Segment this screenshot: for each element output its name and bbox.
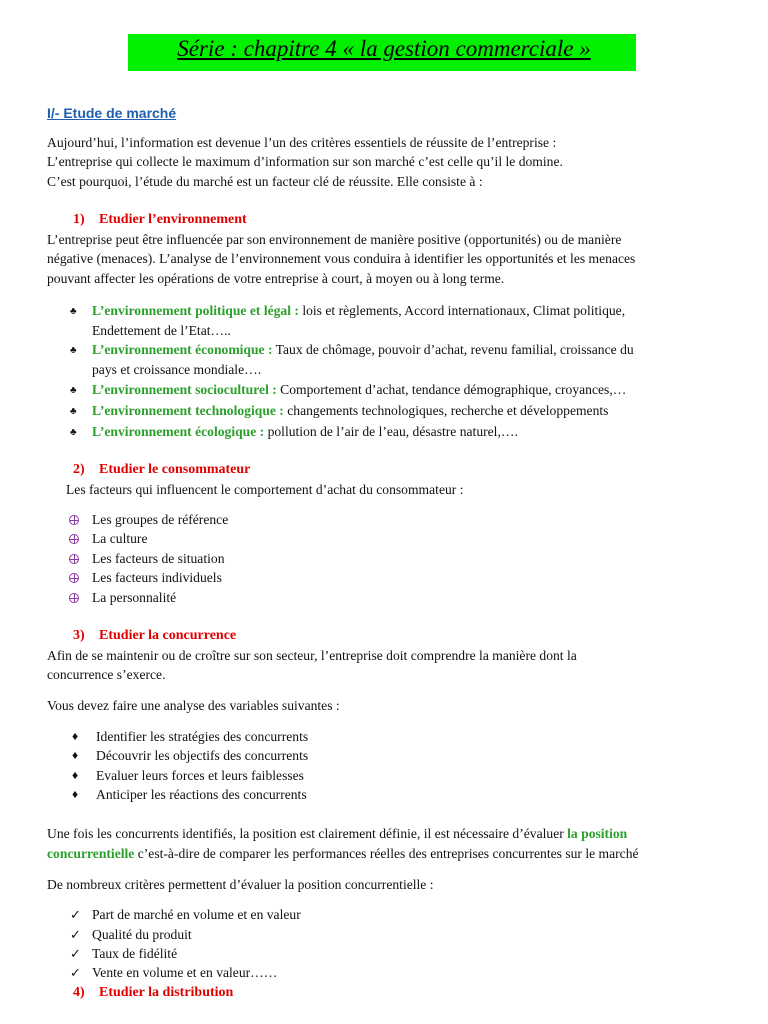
env-para-line: L’entreprise peut être influencée par son environnement de manière positive (opportunités) ou de manière [47,232,622,247]
subheading-distribution: 4) Etudier la distribution [73,985,234,1000]
list-item: Les facteurs de situation [0,551,768,571]
intro-line: C’est pourquoi, l’étude du marché est un facteur clé de réussite. Elle consiste à : [47,174,483,189]
consumer-intro: Les facteurs qui influencent le comportement d’achat du consommateur : [66,482,464,497]
list-item: ♣ L’environnement technologique : changements technologiques, recherche et développements [70,403,609,418]
club-bullet-icon: ♣ [70,345,77,356]
list-item: Les groupes de référence [0,512,768,532]
position-para-line: Une fois les concurrents identifiés, la position est clairement définie, il est nécessaire d’évaluer la position [47,826,628,841]
list-item: ♣ L’environnement écologique : pollution de l’air de l’eau, désastre naturel,…. [70,424,518,439]
intro-line: Aujourd’hui, l’information est devenue l’un des critères essentiels de réussite de l’entreprise : [47,135,557,150]
list-item: ✓ Vente en volume et en valeur…… [70,965,278,980]
list-item: La culture [0,531,768,551]
circle-cross-bullet-icon [69,593,79,603]
subheading-competition: 3) Etudier la concurrence [73,628,237,643]
page-title: Série : chapitre 4 « la gestion commerciale » [177,36,591,61]
list-item: ✓ Part de marché en volume et en valeur [70,907,301,922]
list-item: ♦ Découvrir les objectifs des concurrents [72,748,309,763]
criteria-intro: De nombreux critères permettent d’évaluer la position concurrentielle : [47,877,434,892]
list-item-continuation: Endettement de l’Etat….. [92,323,231,338]
list-item: ♦ Anticiper les réactions des concurrents [72,787,307,802]
checkmark-bullet-icon: ✓ [70,965,81,980]
club-bullet-icon: ♣ [70,427,77,438]
competition-para-line: concurrence s’exerce. [47,667,166,682]
checkmark-bullet-icon: ✓ [70,927,81,942]
list-item: Les facteurs individuels [0,570,768,590]
competition-para-line: Afin de se maintenir ou de croître sur son secteur, l’entreprise doit comprendre la manière dont la [47,648,577,663]
circle-cross-bullet-icon [69,554,79,564]
club-bullet-icon: ♣ [70,306,77,317]
checkmark-bullet-icon: ✓ [70,946,81,961]
subheading-consumer: 2) Etudier le consommateur [73,462,251,477]
section-heading: I/- Etude de marché [47,105,177,121]
list-item: ✓ Taux de fidélité [70,946,178,961]
env-para-line: pouvant affecter les opérations de votre entreprise à court, à moyen ou à long terme. [47,271,505,286]
position-para-line: concurrentielle c’est-à-dire de comparer les performances réelles des entreprises concurrentes sur le marché [47,846,639,861]
circle-cross-bullet-icon [69,534,79,544]
list-item: ♣ L’environnement économique : Taux de chômage, pouvoir d’achat, revenu familial, croissance du [70,342,634,357]
checkmark-bullet-icon: ✓ [70,907,81,922]
club-bullet-icon: ♣ [70,385,77,396]
list-item: ♦ Evaluer leurs forces et leurs faiblesses [72,768,304,783]
list-item-continuation: pays et croissance mondiale…. [92,362,262,377]
list-item: La personnalité [0,590,768,610]
circle-cross-bullet-icon [69,573,79,583]
env-para-line: négative (menaces). L’analyse de l’environnement vous conduira à identifier les opportunités et les menaces [47,251,636,266]
subheading-environment: 1) Etudier l’environnement [73,212,247,227]
list-item: ✓ Qualité du produit [70,927,192,942]
circle-cross-bullet-icon [69,515,79,525]
intro-line: L’entreprise qui collecte le maximum d’information sur son marché c’est celle qu’il le domine. [47,154,563,169]
diamond-bullet-icon: ♦ [72,729,79,743]
variables-intro: Vous devez faire une analyse des variables suivantes : [47,698,340,713]
diamond-bullet-icon: ♦ [72,748,79,762]
diamond-bullet-icon: ♦ [72,768,79,782]
diamond-bullet-icon: ♦ [72,787,79,801]
list-item: ♣ L’environnement politique et légal : lois et règlements, Accord internationaux, Climat politique, [70,303,626,318]
list-item: ♣ L’environnement socioculturel : Comportement d’achat, tendance démographique, croyances,… [70,382,627,397]
list-item: ♦ Identifier les stratégies des concurrents [72,729,309,744]
club-bullet-icon: ♣ [70,406,77,417]
